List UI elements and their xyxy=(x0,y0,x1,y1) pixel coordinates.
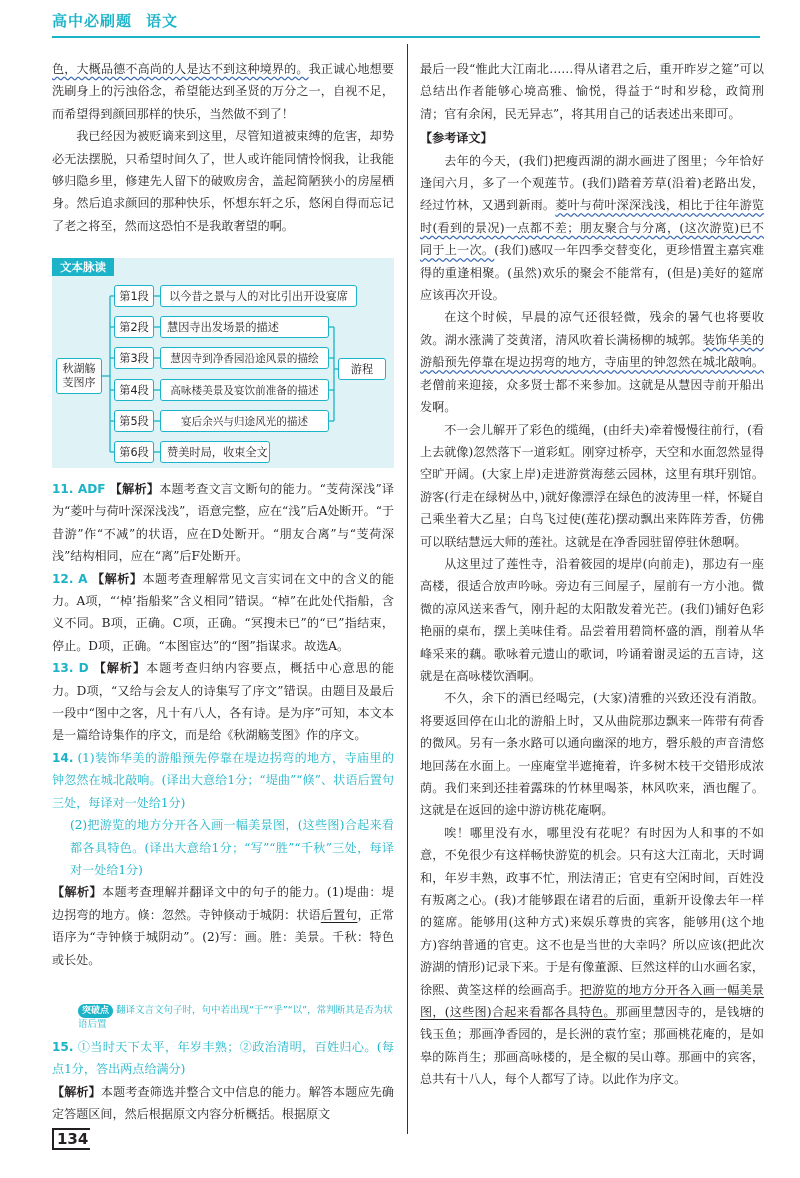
translation-para-2 xyxy=(420,306,764,418)
paragraph-text: 那画里慧因寺的，是钱塘的钱玉鱼；那画净香园的，是长洲的袁竹室；那画桃花庵的，是如皋的陈肖生；那画高咏楼的，是全椒的吴山尊。那画中的宾客，总共有十八人，每个人都写了诗。以此作为序文。 xyxy=(420,1005,764,1087)
analysis-tag: 【解析】 xyxy=(52,885,102,900)
analysis-text: 本题考查文言文断句的能力。“芰荷深浅”译为“菱叶与荷叶深深浅浅”，语意完整，应在“浅”后A处断开。“于昔游”作“不减”的状语，应在D处断开。“朋友合离”与“芰荷深浅”结构相同，应在“离”后F处断开。 xyxy=(52,482,394,564)
answer-text: (1)装饰华美的游船预先停靠在堤边拐弯的地方，寺庙里的钟忽然在城北敲响。(译出大意给1分；“堤曲”“倏”、状语后置句三处，每译对一处给1分) xyxy=(52,750,394,810)
header-rule xyxy=(52,36,760,38)
analysis-tag: 【解析】 xyxy=(91,571,143,586)
segment-label: 第2段 xyxy=(114,316,154,338)
analysis-text: 本题考查理解并翻译文中的句子的能力。(1)堤曲：堤边拐弯的地方。倏：忽然。寺钟倏动于城阴：状语 xyxy=(52,885,394,922)
diagram-group-label: 游程 xyxy=(338,358,386,380)
analysis-text: ，正常语序为“寺钟倏于城阴动”。(2)写：画。胜：美景。千秋：特色或长处。 xyxy=(52,907,394,967)
answers-section xyxy=(52,478,394,971)
analysis-text: 本题考查筛选并整合文中信息的能力。解答本题应先确定答题区间，然后根据原文内容分析概括。根据原文 xyxy=(52,1084,394,1122)
underlined-text: 后置句 xyxy=(320,907,358,922)
translation-para-5: 不久，余下的酒已经喝完，(大家)清雅的兴致还没有消散。将要返回停在山北的游船上时，又从曲院那边飘来一阵带有荷香的微风。另有一条水路可以通向幽深的地方，磬乐般的声音清悠地回荡在水面上。一座庵堂半遮掩着，许多树木枝干交错形成浓荫。我们来到还挂着露珠的竹林里喝茶，林风吹来，酒也醒了。这就是在返回的途中游访桃花庵啊。 xyxy=(420,691,764,818)
column-divider xyxy=(407,44,408,1134)
translation-para-1 xyxy=(420,150,764,307)
analysis-tag: 【解析】 xyxy=(109,482,160,496)
left-top-text xyxy=(52,58,394,237)
tip-badge: 突破点 xyxy=(78,1004,113,1018)
question-number: 12. A xyxy=(52,571,88,586)
analysis-text: 本题考查理解常见文言实词在文中的含义的能力。A项，“‘棹’指船桨”含义相同”错误。“棹”在此处代指船，含义不同。B项，正确。C项，正确。“冥搜未已”的“已”指结束，停止。D项，正确。“本图宦达”的“图”指谋求。故选A。 xyxy=(52,571,394,653)
reference-translation-title: 【参考译文】 xyxy=(420,131,493,146)
page-header xyxy=(52,10,192,31)
answer-text: ①当时天下太平，年岁丰熟；②政治清明，百姓归心。(每点1分，答出两点给满分) xyxy=(52,1040,394,1077)
segment-label: 第3段 xyxy=(114,347,154,369)
wavy-underline-text: 菱叶与荷叶深深浅浅，相比于往年游览时(看到的景况)一点都不差；朋友聚合与分离，(这次游览)已不同于上一次。 xyxy=(420,198,764,258)
question-14-answer-2: (2)把游览的地方分开各入画一幅美景图，(这些图)合起来看都各具特色。(译出大意给1分；“写”“胜”“千秋”三处，每译对一处给1分) xyxy=(70,818,394,877)
segment-label: 第4段 xyxy=(114,379,154,401)
question-11 xyxy=(52,478,394,568)
paragraph-text: 去年的今天，(我们)把瘦西湖的湖水画进了图里；今年恰好逢闰六月，多了一个观莲节。(我们)踏着芳草(沿着)老路出发，经过竹林，又遇到新雨。 xyxy=(420,153,764,213)
question-14-answer-1 xyxy=(52,747,394,814)
question-12 xyxy=(52,568,394,658)
translation-paragraph-2: 我已经因为被贬谪来到这里，尽管知道被束缚的危害，却势必无法摆脱，只希望时间久了，世人或许能同情怜悯我，让我能够归隐乡里，修建先人留下的破败房舍，盖起简陋狭小的房屋栖身。然后追求颜回的那种快乐，怀想东轩之乐，悠闲自得而忘记了老之将至，然而这恐怕不是我敢奢望的啊。 xyxy=(52,129,394,233)
segment-desc: 慧因寺到净香园沿途风景的描绘 xyxy=(160,347,329,369)
diagram-title: 文本脉读 xyxy=(52,258,114,276)
segment-desc: 宴后余兴与归途风光的描述 xyxy=(160,410,329,432)
analysis-tag: 【解析】 xyxy=(52,1084,101,1099)
segment-label: 第6段 xyxy=(114,441,154,463)
question-15 xyxy=(52,1036,394,1126)
segment-desc: 慧因寺出发场景的描述 xyxy=(160,316,329,338)
segment-desc: 高咏楼美景及宴饮前准备的描述 xyxy=(160,379,329,401)
translation-para-6 xyxy=(420,822,764,1091)
question-14-analysis xyxy=(52,881,394,971)
translation-paragraph-1 xyxy=(52,58,394,125)
question-number: 15. xyxy=(52,1040,74,1054)
segment-desc: 以今昔之景与人的对比引出开设宴席 xyxy=(160,285,357,307)
paragraph-text: 老僧前来迎接，众多贤士都不来参加。这就是从慧因寺前开船出发啊。 xyxy=(420,377,764,415)
analysis-continuation: 最后一段“惟此大江南北……得从诸君之后，重开昨岁之筵”可以总结出作者能够心境高雅、愉悦，得益于“时和岁稔，政简刑清；官有余闲，民无异志”，将其用自己的话表述出来即可。 xyxy=(420,62,764,121)
translation-para-4: 从这里过了莲性寺，沿着筱园的堤岸(向前走)，那边有一座高楼，很适合放声吟咏。旁边有三间屋子，屋前有一方小池。微微的凉风送来香气，刚升起的太阳散发着光芒。(我们)铺好色彩艳丽的桌布，摆上美味佳肴。品尝着用碧筒杯盛的酒，削着从华峰采来的藕。歌咏着元遗山的歌词，吟诵着谢灵运的五言诗，这就是在高咏楼饮酒啊。 xyxy=(420,556,764,683)
translation-para-3: 不一会儿解开了彩色的缆绳，(由纤夫)牵着慢慢往前行，(看上去就像)忽然落下一道彩虹。刚穿过桥亭，天空和水面忽然显得空旷开阔。(大家上岸)走进游赏海慈云园林，这里有琪玕别馆。游客(行走在绿树丛中，)就好像漂浮在绿色的波涛里一样，怀疑自己乘坐着大乙星；白鸟飞过使(莲花)摆动飘出来阵阵芳香，仿佛可以联结慧远大师的莲社。这就是在净香园驻留停驻休憩啊。 xyxy=(420,422,764,549)
paragraph-text: 唉！哪里没有水，哪里没有花呢？有时因为人和事的不如意，不免很少有这样畅快游览的机会。只有这大江南北，天时调和，年岁丰熟，政事不忙，刑法清正；官吏有空闲时间，百姓没有叛离之心。(我)才能够跟在诸君的后面，重新开设像去年一样的筵席。能够用(这种方式)来娱乐尊贵的宾客，能够用(这个地方)容纳普通的官吏。这不也是当世的大幸吗？所以应该(把此次游湖的情形)记录下来。于是有像董源、巨然这样的山水画名家，徐熙、黄筌这样的绘画高手。 xyxy=(420,825,764,997)
book-title: 高中必刷题 xyxy=(52,12,133,30)
right-column xyxy=(420,58,764,1091)
diagram-root: 秋湖觞 芰图序 xyxy=(56,358,102,394)
question-number: 14. xyxy=(52,750,74,765)
paragraph-text: 我正诚心地想要洗刷身上的污浊俗念，希望能达到圣贤的万分之一，自视不足，而希望得到颜回那样的快乐，当然做不到了！ xyxy=(52,62,394,121)
analysis-tag: 【解析】 xyxy=(92,661,147,676)
subject-title: 语文 xyxy=(146,12,179,30)
wavy-underline-text: 装饰华美的游船预先停靠在堤边拐弯的地方，寺庙里的钟忽然在城北敲响。 xyxy=(420,332,764,370)
segment-label: 第1段 xyxy=(114,285,154,307)
paragraph-text: (我们)感叹一年四季交替变化，更珍惜置主嘉宾难得的重逢相聚。(虽然)欢乐的聚会不能常有，(但是)美好的筵席应该再次开设。 xyxy=(420,243,764,303)
segment-desc: 赞美时局，收束全文 xyxy=(160,441,270,463)
segment-label: 第5段 xyxy=(114,410,154,432)
wavy-underline-text: 色，大概品德不高尚的人是达不到这种境界的。 xyxy=(52,62,309,76)
tip-text: 翻译文言文句子时，句中若出现“于”“乎”“以”，常判断其是否为状语后置 xyxy=(78,1005,393,1030)
page-number: 134 xyxy=(52,1128,90,1150)
underlined-text: 把游览的地方分开各入画一幅美景图，(这些图)合起来看都各具特色。 xyxy=(420,982,764,1020)
question-13 xyxy=(52,657,394,747)
question-number: 13. D xyxy=(52,661,89,676)
structure-diagram xyxy=(52,258,394,468)
analysis-text: 本题考查归纳内容要点，概括中心意思的能力。D项，“又给与会友人的诗集写了序文”错误。由题目及最后一段中“图中之客，凡十有八人，各有诗。是为序”可知，本文本是一篇给诗集作的序文，而是给《秋湖觞芰图》作的序文。 xyxy=(52,661,394,743)
question-number: 11. ADF xyxy=(52,482,106,496)
tip-note xyxy=(78,1004,394,1031)
paragraph-text: 在这个时候，早晨的凉气还很轻微，残余的暑气也将要收敛。湖水涨满了茭黄渚，清风吹着长满杨柳的城郭。 xyxy=(420,310,764,347)
